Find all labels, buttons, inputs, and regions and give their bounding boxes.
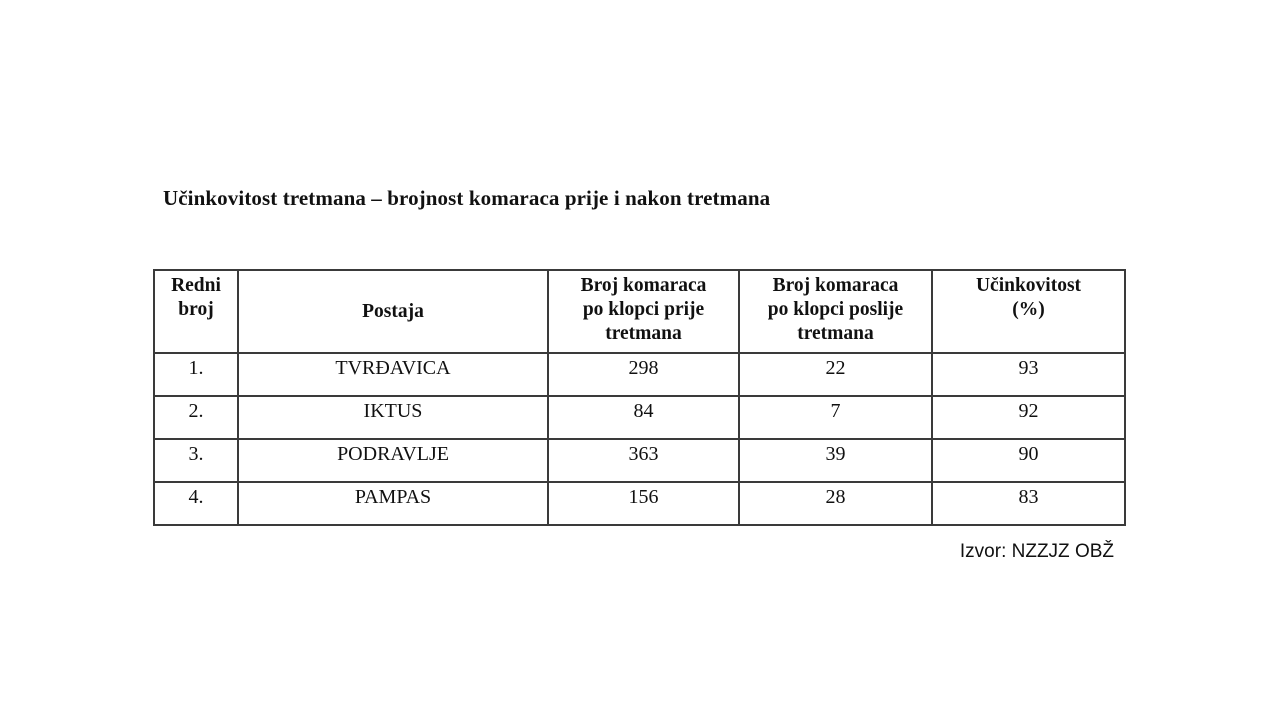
cell-redni-broj: 4. [154,482,238,525]
cell-broj-poslije: 28 [739,482,932,525]
cell-ucinkovitost: 93 [932,353,1125,396]
slide-title: Učinkovitost tretmana – brojnost komaraca prije i nakon tretmana [163,186,771,210]
efficiency-table [153,269,1126,526]
header-broj-prije [548,270,739,353]
cell-broj-poslije: 7 [739,396,932,439]
cell-broj-prije: 156 [548,482,739,525]
cell-broj-prije: 298 [548,353,739,396]
header-broj-poslije [739,270,932,353]
cell-broj-prije: 84 [548,396,739,439]
cell-ucinkovitost: 92 [932,396,1125,439]
cell-ucinkovitost: 83 [932,482,1125,525]
header-ucinkovitost-line-1: Učinkovitost [975,275,1082,296]
cell-postaja: IKTUS [238,396,548,439]
header-broj-poslije-line-1: Broj komaraca [772,275,899,296]
header-broj-prije-line-3: tretmana [605,323,682,344]
cell-broj-prije: 363 [548,439,739,482]
table-row [154,353,1125,396]
cell-broj-poslije: 39 [739,439,932,482]
cell-broj-poslije: 22 [739,353,932,396]
header-broj-poslije-line-3: tretmana [797,323,874,344]
header-ucinkovitost-line-2: (%) [1012,299,1045,320]
cell-postaja: PODRAVLJE [238,439,548,482]
header-postaja-line-1: Postaja [362,300,424,322]
cell-ucinkovitost: 90 [932,439,1125,482]
header-broj-prije-line-2: po klopci prije [582,299,705,320]
header-redni-broj-line-1: Redni [171,275,221,296]
header-broj-prije-line-1: Broj komaraca [580,275,707,296]
cell-postaja: TVRĐAVICA [238,353,548,396]
header-redni-broj [154,270,238,353]
header-redni-broj-line-2: broj [178,299,214,320]
cell-redni-broj: 1. [154,353,238,396]
table-header-row [154,270,1125,353]
header-postaja [238,270,548,353]
source-note: Izvor: NZZJZ OBŽ [959,541,1114,562]
cell-postaja: PAMPAS [238,482,548,525]
header-ucinkovitost [932,270,1125,353]
cell-redni-broj: 3. [154,439,238,482]
cell-redni-broj: 2. [154,396,238,439]
table-row [154,396,1125,439]
header-broj-poslije-line-2: po klopci poslije [767,299,904,320]
table-row [154,439,1125,482]
table-row [154,482,1125,525]
